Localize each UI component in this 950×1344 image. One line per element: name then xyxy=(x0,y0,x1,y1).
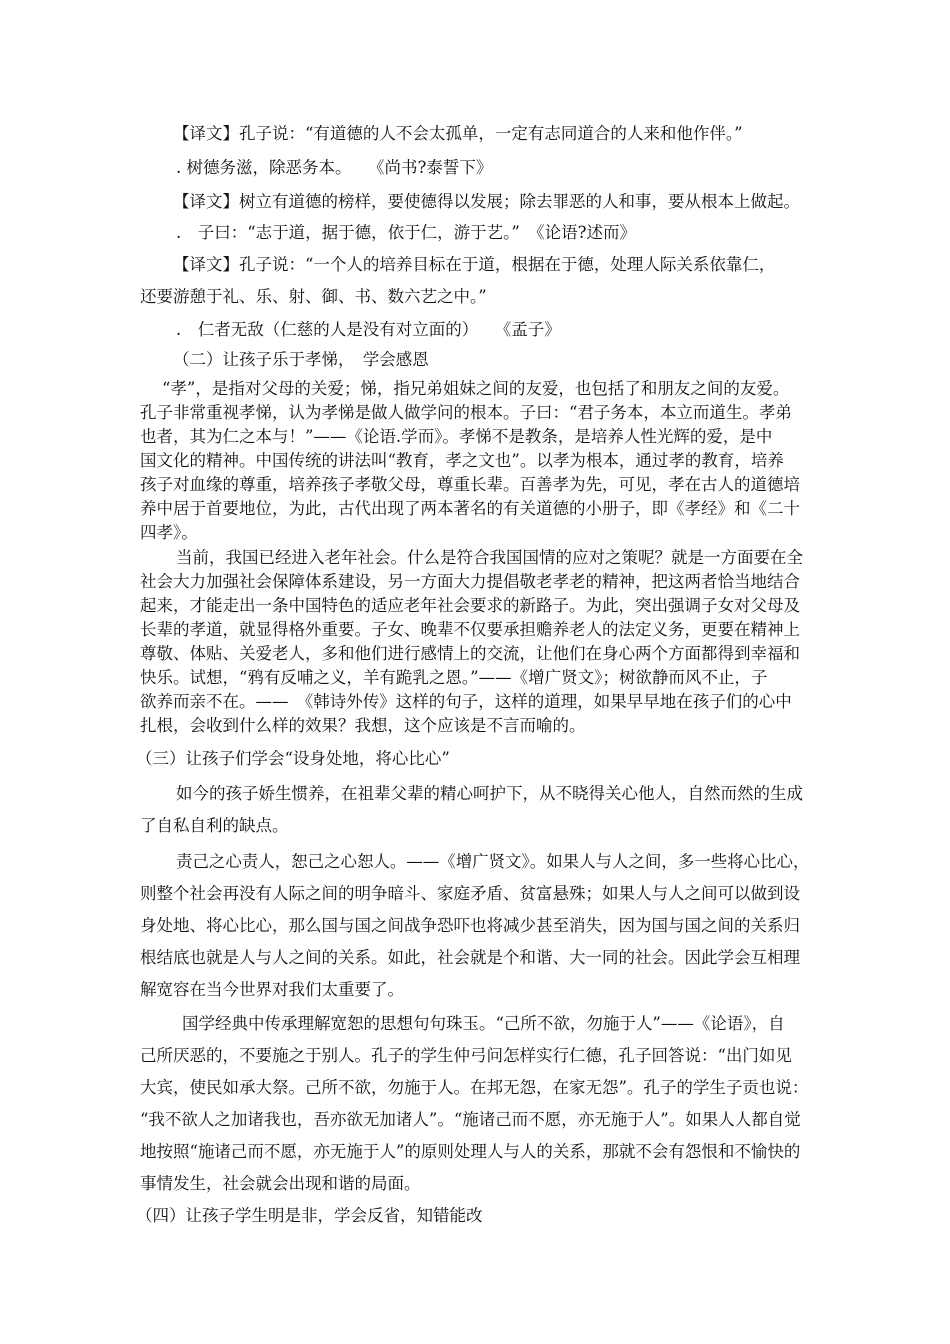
translation-line: 还要游憩于礼、乐、射、御、书、数六艺之中。” xyxy=(140,287,487,306)
paragraph-line: 国学经典中传承理解宽恕的思想句句珠玉。“己所不欲，勿施于人”——《论语》，自 xyxy=(182,1014,785,1033)
paragraph-line: 孔子非常重视孝悌，认为孝悌是做人做学问的根本。子曰：“君子务本，本立而道生。孝弟 xyxy=(140,403,792,422)
section-heading: （二）让孩子乐于孝悌， 学会感恩 xyxy=(173,350,429,369)
paragraph-line: 四孝》。 xyxy=(140,523,198,542)
paragraph-line: 孩子对血缘的尊重，培养孩子孝敬父母，尊重长辈。百善孝为先，可见，孝在古人的道德培 xyxy=(140,475,800,494)
paragraph-line: 养中居于首要地位，为此，古代出现了两本著名的有关道德的小册子，即《孝经》和《二十 xyxy=(140,499,800,518)
translation-line: 【译文】孔子说：“有道德的人不会太孤单，一定有志同道合的人来和他作伴。” xyxy=(173,124,743,143)
paragraph-line: 则整个社会再没有人际之间的明争暗斗、家庭矛盾、贫富悬殊；如果人与人之间可以做到设 xyxy=(140,884,800,903)
paragraph-line: 欲养而亲不在。—— 《韩诗外传》这样的句子，这样的道理，如果早早地在孩子们的心中 xyxy=(140,692,792,711)
paragraph-line: 当前，我国已经进入老年社会。什么是符合我国国情的应对之策呢？就是一方面要在全 xyxy=(176,548,803,567)
paragraph-line: 扎根，会收到什么样的效果？我想，这个应该是不言而喻的。 xyxy=(140,716,586,735)
quote-line: . 子曰：“志于道，据于德，依于仁，游于艺。” 《论语?述而》 xyxy=(176,223,636,242)
quote-line: . 树德务滋，除恶务本。 《尚书?泰誓下》 xyxy=(176,158,493,177)
paragraph-line: 如今的孩子娇生惯养，在祖辈父辈的精心呵护下，从不晓得关心他人，自然而然的生成 xyxy=(176,784,803,803)
translation-line: 【译文】孔子说：“一个人的培养目标在于道，根据在于德，处理人际关系依靠仁， xyxy=(173,255,776,274)
quote-line: . 仁者无敌（仁慈的人是没有对立面的） 《孟子》 xyxy=(176,320,561,339)
paragraph-line: 也者，其为仁之本与！”——《论语.学而》。孝悌不是教条，是培养人性光辉的爱，是中 xyxy=(140,427,773,446)
paragraph-line: “我不欲人之加诸我也，吾亦欲无加诸人”。“施诸己而不愿，亦无施于人”。如果人人都自觉 xyxy=(140,1110,801,1129)
paragraph-line: 事情发生，社会就会出现和谐的局面。 xyxy=(140,1174,421,1193)
paragraph-line: 社会大力加强社会保障体系建设，另一方面大力提倡敬老孝老的精神，把这两者恰当地结合 xyxy=(140,572,800,591)
paragraph-line: “孝”，是指对父母的关爱；悌，指兄弟姐妹之间的友爱，也包括了和朋友之间的友爱。 xyxy=(162,379,790,398)
translation-line: 【译文】树立有道德的榜样，要使德得以发展；除去罪恶的人和事，要从根本上做起。 xyxy=(173,192,800,211)
paragraph-line: 了自私自利的缺点。 xyxy=(140,816,289,835)
paragraph-line: 国文化的精神。中国传统的讲法叫“教育，孝之文也”。以孝为根本，通过孝的教育，培养 xyxy=(140,451,784,470)
paragraph-line: 根结底也就是人与人之间的关系。如此，社会就是个和谐、大一同的社会。因此学会互相理 xyxy=(140,948,800,967)
paragraph-line: 起来，才能走出一条中国特色的适应老年社会要求的新路子。为此，突出强调子女对父母及 xyxy=(140,596,800,615)
paragraph-line: 解宽容在当今世界对我们太重要了。 xyxy=(140,980,404,999)
paragraph-line: 长辈的孝道，就显得格外重要。子女、晚辈不仅要承担赡养老人的法定义务，更要在精神上 xyxy=(140,620,800,639)
paragraph-line: 快乐。试想，“鸦有反哺之义，羊有跪乳之恩。”——《增广贤文》；树欲静而风不止，子 xyxy=(140,668,768,687)
paragraph-line: 身处地、将心比心，那么国与国之间战争恐吓也将减少甚至消失，因为国与国之间的关系归 xyxy=(140,916,800,935)
section-heading: （四）让孩子学生明是非，学会反省，知错能改 xyxy=(136,1206,483,1225)
paragraph-line: 尊敬、体贴、关爱老人，多和他们进行感情上的交流，让他们在身心两个方面都得到幸福和 xyxy=(140,644,800,663)
section-heading: （三）让孩子们学会“设身处地，将心比心” xyxy=(136,749,450,768)
paragraph-line: 己所厌恶的，不要施之于别人。孔子的学生仲弓问怎样实行仁德，孔子回答说：“出门如见 xyxy=(140,1046,792,1065)
paragraph-line: 大宾，使民如承大祭。己所不欲，勿施于人。在邦无怨，在家无怨”。孔子的学生子贡也说： xyxy=(140,1078,809,1097)
paragraph-line: 地按照“施诸己而不愿，亦无施于人”的原则处理人与人的关系，那就不会有怨恨和不愉快的 xyxy=(140,1142,801,1161)
paragraph-line: 责己之心责人，恕己之心恕人。——《增广贤文》。如果人与人之间，多一些将心比心， xyxy=(176,852,810,871)
